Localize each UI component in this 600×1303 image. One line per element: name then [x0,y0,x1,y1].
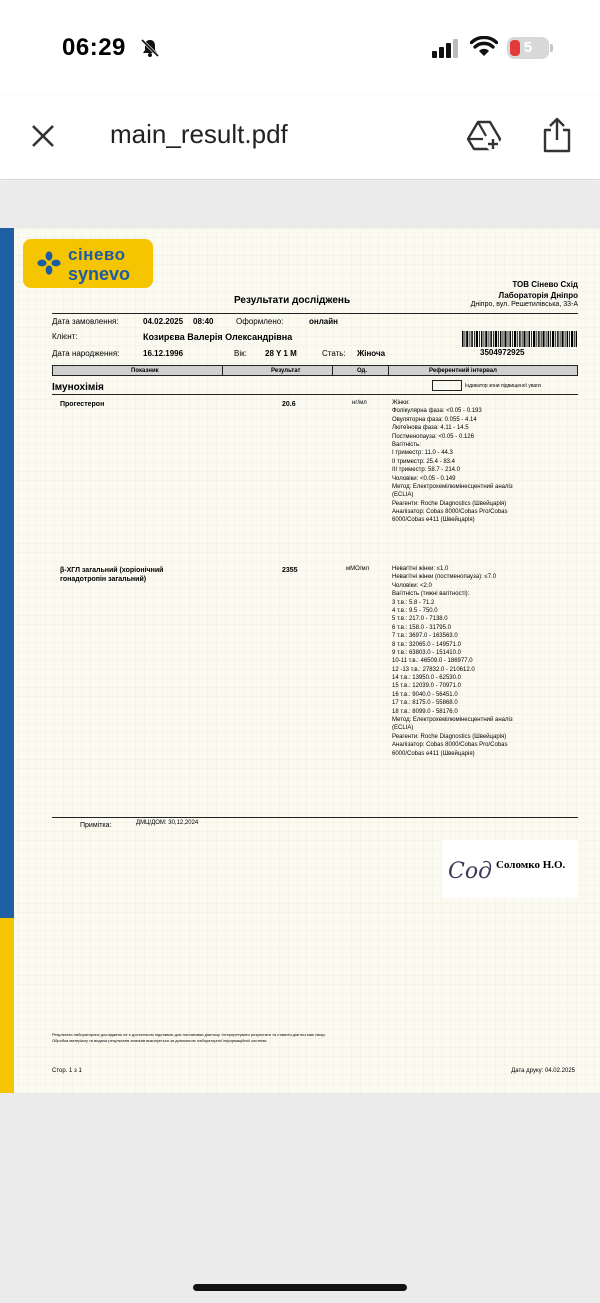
reference-line: Вагітність: [392,441,421,448]
header-indicator: Показник [131,368,159,374]
header-divider [222,365,223,376]
section-title: Імунохімія [52,382,104,393]
flower-logo-icon [37,251,61,275]
pdf-page[interactable] [0,228,600,1093]
reference-line: (ECLIA) [392,492,414,499]
header-reference: Референтний інтервал [429,368,497,374]
reference-interval [392,399,542,525]
order-date: 04.02.2025 [143,317,184,326]
test-name-continued: гонадотропін загальний) [60,576,147,583]
reference-line: Чоловіки: <0.05 - 0.149 [392,475,456,482]
bell-muted-icon [140,38,160,58]
reference-line: Невагітні жінки: ≤1.0 [392,566,449,572]
reference-line: 3 т.в.: 5.8 - 71.2 [392,599,435,606]
test-unit: нг/мл [352,400,367,406]
disclaimer-line-2: Обробка матеріалу та видача результатів аналізів виконується за допомогою лабораторної інформаційної системи. [52,1038,268,1043]
reference-line: Невагітні жінки (постменопауза): ≤7.0 [392,574,497,581]
reference-line: Метод: Електрохемілюмінесцентний аналіз [392,717,513,724]
birth-date-label: Дата народження: [52,349,120,358]
status-time: 06:29 [62,34,126,61]
logo-text-en: synevo [68,264,131,284]
reference-line: 5 т.в.: 217.0 - 7138.0 [392,616,448,623]
attention-indicator-box [432,380,462,391]
reference-line: (ECLIA) [392,725,414,732]
reference-line: 16 т.в.: 9040.0 - 56451.0 [392,691,458,698]
reference-line: Реагенти: Roche Diagnostics (Швейцарія) [392,733,507,740]
reference-line: 12 -13 т.в.: 27832.0 - 210612.0 [392,666,475,673]
header-result: Результат [271,368,301,374]
handwritten-signature [446,846,496,890]
reference-line: 18 т.в.: 8099.0 - 58176.0 [392,708,458,715]
reference-line: Лютеїнова фаза: 4.11 - 14.5 [392,425,469,432]
signature-block [442,840,578,898]
divider [52,817,578,818]
sex-label: Стать: [322,349,346,358]
test-result: 2355 [282,567,298,574]
reference-line: 6 т.в.: 158.0 - 31795.0 [392,624,451,631]
barcode-number: 3504972925 [480,348,525,357]
reference-line: 7 т.в.: 3697.0 - 163563.0 [392,633,458,640]
reference-line: Метод: Електрохемілюмінесцентний аналіз [392,483,513,490]
client-label: Клієнт: [52,332,78,341]
reference-line: 6000/Cobas e411 (Швейцарія) [392,517,475,524]
reference-line: Реагенти: Roche Diagnostics (Швейцарія) [392,500,507,507]
sex-value: Жіноча [357,349,386,358]
add-to-drive-icon[interactable] [466,119,502,153]
battery-indicator [507,37,549,59]
note-label: Примітка: [80,822,112,829]
page-number: Стор. 1 з 1 [52,1068,82,1074]
order-date-label: Дата замовлення: [52,317,119,326]
report-title: Результати досліджень [234,295,351,306]
registered-value: онлайн [309,317,338,326]
app-header [0,95,600,180]
brand-side-stripe [0,228,14,1093]
reference-line: 4 т.в.: 9.5 - 750.0 [392,607,438,614]
order-time: 08:40 [193,317,214,326]
reference-line: II триместр: 25.4 - 83.4 [392,458,456,465]
header-divider [388,365,389,376]
reference-line: 10-11 т.в.: 46509.0 - 186977.0 [392,658,473,665]
attention-legend: Індикатор зони підвищеної уваги [465,383,541,389]
registered-label: Оформлено: [236,317,284,326]
test-result: 20.6 [282,401,296,408]
reference-line: 8 т.в.: 32065.0 - 149571.0 [392,641,461,648]
reference-line: 17 т.в.: 8175.0 - 55868.0 [392,700,458,707]
reference-line: Аналізатор: Cobas 8000/Cobas Pro/Cobas [392,509,508,516]
test-name: Прогестерон [60,401,105,408]
reference-line: Аналізатор: Cobas 8000/Cobas Pro/Cobas [392,742,508,749]
header-unit: Од. [357,368,367,374]
table-header [52,365,578,376]
signatory-name: Соломко Н.О. [496,859,566,871]
reference-line: Овуляторна фаза: 0.055 - 4.14 [392,416,477,423]
reference-line: Постменопауза: <0.05 - 0.126 [392,433,474,440]
birth-date: 16.12.1996 [143,349,184,358]
reference-line: I триместр: 11.0 - 44.3 [392,450,453,457]
reference-line: 14 т.в.: 13950.0 - 62530.0 [392,675,461,682]
lab-company: ТОВ Сінево Схід [512,280,578,289]
reference-line: III триместр: 58.7 - 214.0 [392,467,461,474]
reference-line: Жінки: [392,400,410,406]
age-label: Вік: [234,349,247,358]
svg-text:Сод: Сод [448,859,493,884]
reference-line: Вагітність (тижні вагітності): [392,591,470,598]
home-indicator[interactable] [193,1284,407,1291]
reference-line: Чоловіки: <2.0 [392,582,432,589]
wifi-icon [470,36,498,58]
share-icon[interactable] [541,117,573,153]
reference-interval [392,565,542,758]
divider [52,394,578,395]
reference-line: Фолікулярна фаза: <0.05 - 0.193 [392,408,482,415]
battery-cap [550,44,553,52]
battery-level: 5 [523,39,533,56]
client-name: Козирєва Валерія Олександрівна [143,332,293,342]
age-value: 28 Y 1 M [265,349,297,358]
barcode [462,331,577,347]
print-date: Дата друку: 04.02.2025 [511,1068,575,1074]
close-icon[interactable] [28,121,58,151]
signal-icon [432,38,460,58]
side-stripe-yellow [0,918,14,1093]
note-value: ДМЦ/ДОМ: 30,12,2024 [136,820,199,826]
status-bar [0,0,600,95]
reference-line: 6000/Cobas e411 (Швейцарія) [392,750,475,757]
disclaimer-line-1: Результати лабораторних досліджень не є достатньою підставою для постановки діагнозу. Інтерпретувати результати та ставити діагноз має лікар. [52,1032,326,1037]
test-unit: мМО/мл [346,566,370,572]
logo-text-ua: сінево [68,245,126,264]
header-divider [332,365,333,376]
divider [52,313,578,314]
file-name: main_result.pdf [110,119,288,149]
lab-address: Дніпро, вул. Решетилівська, 33-А [470,301,578,308]
synevo-logo [23,239,153,288]
reference-line: 9 т.в.: 63803.0 - 151410.0 [392,649,461,656]
test-name: β-ХГЛ загальний (хоріонічний [60,567,164,574]
lab-name: Лабораторія Дніпро [498,291,578,300]
reference-line: 15 т.в.: 12039.0 - 70971.0 [392,683,461,690]
